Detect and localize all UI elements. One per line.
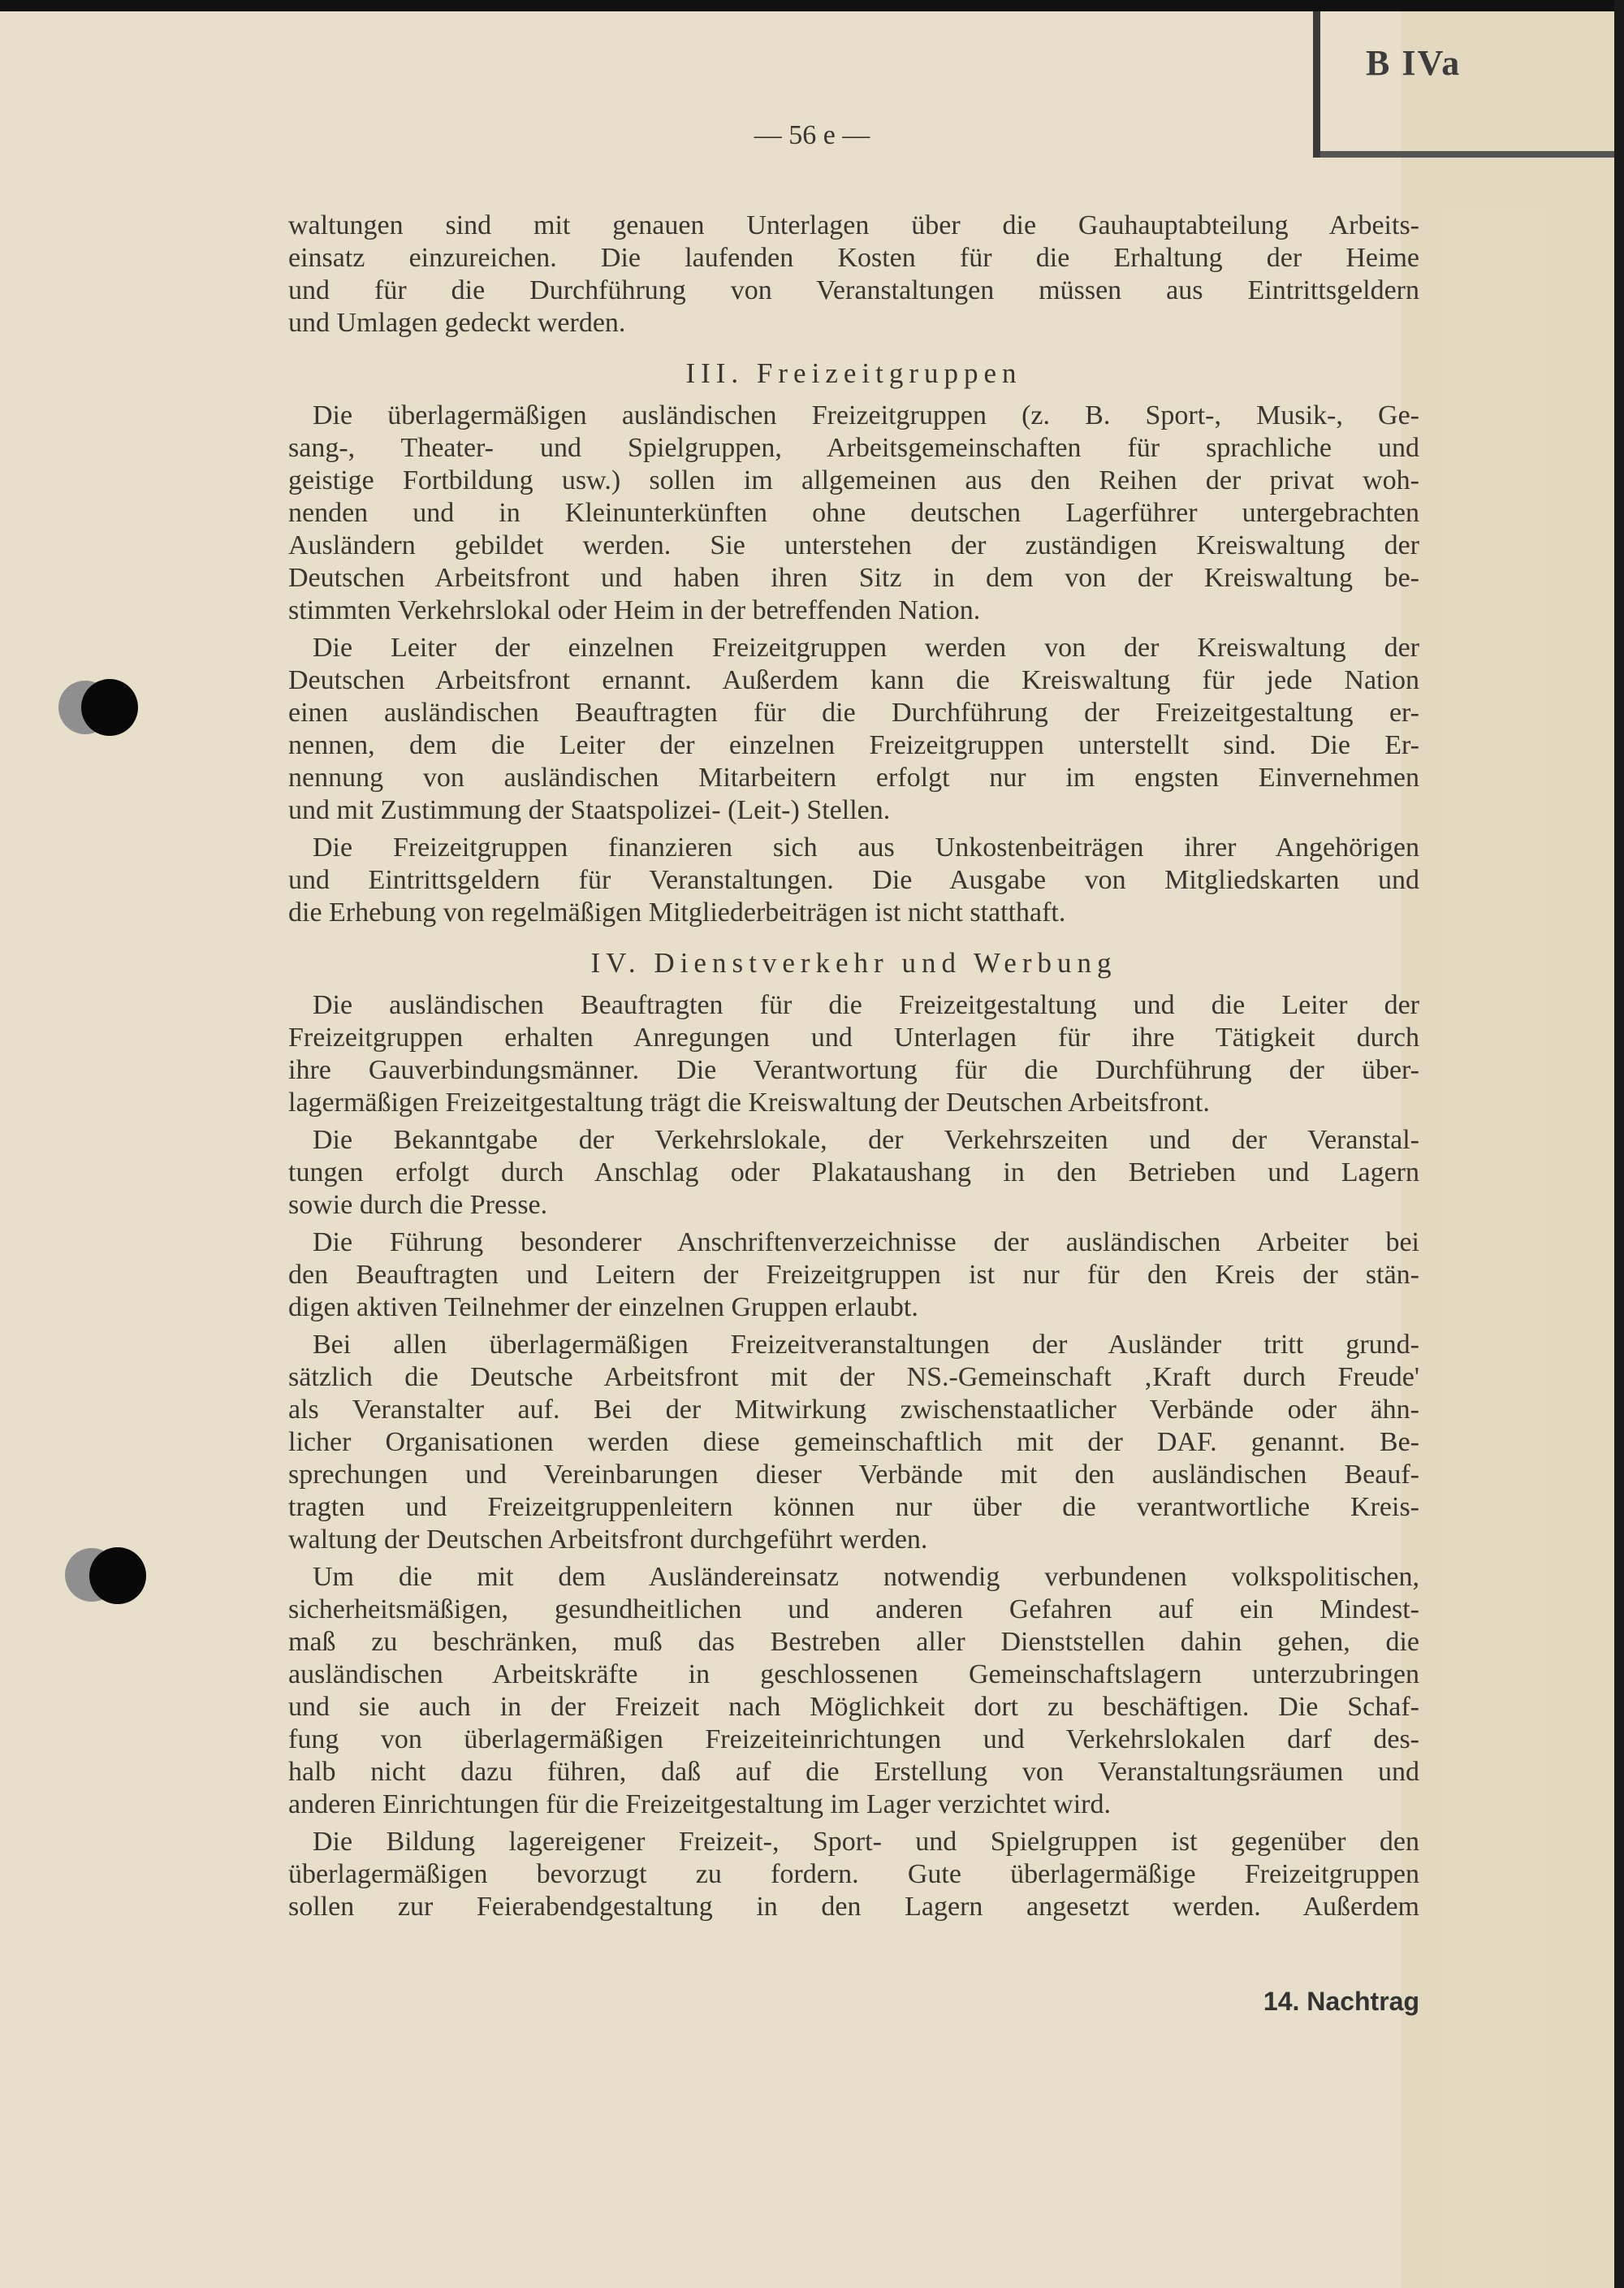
binder-hole [81,679,138,736]
text-line: Die Führung besonderer Anschriftenverzeichnisse der ausländischen Arbeiter bei [313,1227,1419,1257]
scan-top-border [0,0,1624,11]
text-line: stimmten Verkehrslokal oder Heim in der betreffenden Nation. [288,595,981,625]
text-line: Freizeitgruppen erhalten Anregungen und Unterlagen für ihre Tätigkeit durch [288,1023,1419,1053]
text-line: Deutschen Arbeitsfront und haben ihren Sitz in dem von der Kreiswaltung be- [288,563,1419,593]
text-line: Bei allen überlagermäßigen Freizeitveranstaltungen der Ausländer tritt grund- [313,1330,1419,1360]
paragraph [288,210,1419,340]
text-line: Die Leiter der einzelnen Freizeitgruppen werden von der Kreiswaltung der [313,633,1419,663]
text-line: nennung von ausländischen Mitarbeitern erfolgt nur im engsten Einvernehmen [288,763,1419,793]
text-line: Deutschen Arbeitsfront ernannt. Außerdem kann die Kreiswaltung für jede Nation [288,665,1419,695]
text-line: und mit Zustimmung der Staatspolizei- (Leit-) Stellen. [288,795,891,825]
section-heading: IV. Dienstverkehr und Werbung [590,947,1117,979]
text-line: ihre Gauverbindungsmänner. Die Verantwortung für die Durchführung der über- [288,1055,1419,1085]
text-line: und Eintrittsgeldern für Veranstaltungen. Die Ausgabe von Mitgliedskarten und [288,865,1419,895]
text-line: halb nicht dazu führen, daß auf die Erstellung von Veranstaltungsräumen und [288,1757,1419,1787]
text-line: Ausländern gebildet werden. Sie unterstehen der zuständigen Kreiswaltung der [288,530,1419,560]
tab-horizontal-rule [1320,151,1614,158]
text-line: und Umlagen gedeckt werden. [288,308,626,338]
text-line: lagermäßigen Freizeitgestaltung trägt die Kreiswaltung der Deutschen Arbeitsfront. [288,1088,1210,1118]
text-line: waltung der Deutschen Arbeitsfront durchgeführt werden. [288,1525,928,1555]
paragraph [288,1826,1419,1923]
text-line: waltungen sind mit genauen Unterlagen über die Gauhauptabteilung Arbeits- [288,210,1419,240]
text-line: fung von überlagermäßigen Freizeiteinrichtungen und Verkehrslokalen darf des- [288,1724,1419,1754]
page-number: — 56 e — [754,120,870,150]
text-line: als Veranstalter auf. Bei der Mitwirkung zwischenstaatlicher Verbände oder ähn- [288,1395,1419,1425]
text-line: überlagermäßigen bevorzugt zu fordern. Gute überlagermäßige Freizeitgruppen [288,1859,1419,1889]
text-line: sicherheitsmäßigen, gesundheitlichen und anderen Gefahren auf ein Mindest- [288,1594,1419,1624]
text-line: maß zu beschränken, muß das Bestreben aller Dienststellen dahin gehen, die [288,1627,1419,1657]
text-line: digen aktiven Teilnehmer der einzelnen Gruppen erlaubt. [288,1292,918,1322]
text-line: einen ausländischen Beauftragten für die Durchführung der Freizeitgestaltung er- [288,698,1419,728]
text-line: sowie durch die Presse. [288,1190,548,1220]
text-line: licher Organisationen werden diese gemeinschaftlich mit der DAF. genannt. Be- [288,1427,1419,1457]
paper-shade [1401,11,1614,2288]
text-line: sollen zur Feierabendgestaltung in den Lagern angesetzt werden. Außerdem [288,1892,1419,1922]
text-line: sang-, Theater- und Spielgruppen, Arbeitsgemeinschaften für sprachliche und [288,433,1419,463]
text-line: einsatz einzureichen. Die laufenden Kosten für die Erhaltung der Heime [288,243,1419,273]
text-line: sätzlich die Deutsche Arbeitsfront mit der NS.-Gemeinschaft ‚Kraft durch Freude' [288,1362,1419,1392]
text-line: und für die Durchführung von Veranstaltungen müssen aus Eintrittsgeldern [288,275,1419,305]
section-heading: III. Freizeitgruppen [685,357,1022,389]
text-line: Die ausländischen Beauftragten für die Freizeitgestaltung und die Leiter der [313,990,1419,1020]
paragraph [288,632,1419,827]
text-line: tragten und Freizeitgruppenleitern können nur über die verantwortliche Kreis- [288,1492,1419,1522]
text-line: Die überlagermäßigen ausländischen Freizeitgruppen (z. B. Sport-, Musik-, Ge- [313,400,1419,430]
text-line: nennen, dem die Leiter der einzelnen Freizeitgruppen unterstellt sind. Die Er- [288,730,1419,760]
paragraph [288,400,1419,627]
text-line: die Erhebung von regelmäßigen Mitgliederbeiträgen ist nicht statthaft. [288,897,1066,928]
text-line: anderen Einrichtungen für die Freizeitgestaltung im Lager verzichtet wird. [288,1789,1111,1819]
text-line: ausländischen Arbeitskräfte in geschlossenen Gemeinschaftslagern unterzubringen [288,1659,1419,1689]
binder-hole [89,1547,146,1604]
text-line: den Beauftragten und Leitern der Freizeitgruppen ist nur für den Kreis der stän- [288,1260,1419,1290]
paragraph [288,989,1419,1119]
paragraph [288,1329,1419,1556]
section-code: B IVa [1366,43,1462,83]
paragraph [288,1124,1419,1222]
text-line: sprechungen und Vereinbarungen dieser Verbände mit den ausländischen Beauf- [288,1460,1419,1490]
document-body [288,205,1419,1923]
paragraph [288,832,1419,929]
text-line: Die Bildung lagereigener Freizeit-, Sport- und Spielgruppen ist gegenüber den [313,1827,1419,1857]
supplement-label: 14. Nachtrag [1263,1987,1419,2016]
paragraph [288,1561,1419,1821]
text-line: Die Freizeitgruppen finanzieren sich aus Unkostenbeiträgen ihrer Angehörigen [313,833,1419,863]
paragraph [288,1226,1419,1324]
text-line: geistige Fortbildung usw.) sollen im allgemeinen aus den Reihen der privat woh- [288,465,1419,495]
text-line: und sie auch in der Freizeit nach Möglichkeit dort zu beschäftigen. Die Schaf- [288,1692,1419,1722]
text-line: Um die mit dem Ausländereinsatz notwendig verbundenen volkspolitischen, [313,1562,1419,1592]
text-line: Die Bekanntgabe der Verkehrslokale, der Verkehrszeiten und der Veranstal- [313,1125,1419,1155]
text-line: tungen erfolgt durch Anschlag oder Plakataushang in den Betrieben und Lagern [288,1157,1419,1187]
text-line: nenden und in Kleinunterkünften ohne deutschen Lagerführer untergebrachten [288,498,1419,528]
scan-right-border [1614,0,1624,2288]
